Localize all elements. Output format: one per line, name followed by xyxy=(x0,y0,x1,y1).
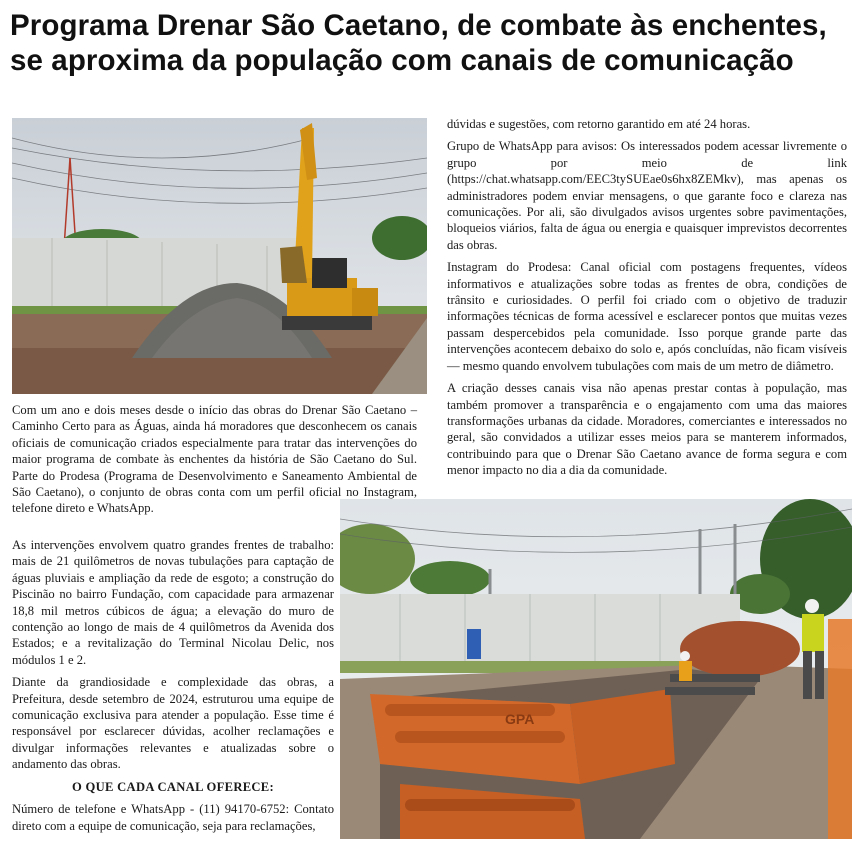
paragraph-phone-cont: dúvidas e sugestões, com retorno garantido em até 24 horas. xyxy=(447,117,751,131)
paragraph-interventions: As intervenções envolvem quatro grandes frentes de trabalho: mais de 21 quilômetros de novas tubulações para captação de águas pluviais e ampliação da rede de esgoto; a construção do Piscinão no bairro Fundação, com capacidade para armazenar 18,8 mil metros cúbicos de água; a elevação do muro de contenção ao longo de mais de 4 quilômetros da Avenida dos Estados; e a revitalização do Terminal Nicolau Delic, nos módulos 1 e 2. xyxy=(12,538,334,667)
paragraph-intro: Com um ano e dois meses desde o início das obras do Drenar São Caetano – Caminho Certo para as Águas, ainda há moradores que desconhecem os canais oficiais de comunicação criados especialmente para tratar das intervenções do maior programa de combate às enchentes da história de São Caetano do Sul. Parte do Prodesa (Programa de Desenvolvimento e Saneamento Ambiental de São Caetano), o conjunto de obras conta com um perfil oficial no Instagram, telefone direto e WhatsApp. xyxy=(12,403,417,516)
section-subheading: O QUE CADA CANAL OFERECE: xyxy=(71,779,275,794)
paragraph-instagram: Instagram do Prodesa: Canal oficial com postagens frequentes, vídeos informativos e atualizações sobre todas as frentes de obra, condições de trânsito e curiosidades. O perfil foi criado com o objetivo de traduzir informações técnicas de forma acessível e esclarecer pontos que muitas vezes passam despercebidos pela comunidade. Isso porque grande parte das intervenções acontecem debaixo do solo e, após concluídas, não ficam visíveis — mesmo quando envolvem tubulações com mais de um metro de diâmetro. xyxy=(447,260,847,373)
paragraph-whatsapp-group: Grupo de WhatsApp para avisos: Os interessados podem acessar livremente o grupo por meio de link (https://chat.whatsapp.com/EEC3tySUEae0s6hx8ZEMkv), mas apenas os administradores podem enviar mensagens, o que garante foco e clareza nas comunicações. Por ali, são divulgados avisos urgentes sobre pavimentações, bloqueios viários, falta de água ou energia e quaisquer imprevistos decorrentes das obras. xyxy=(447,139,847,252)
article-headline: Programa Drenar São Caetano, de combate às enchentes, se aproxima da população com canais de comunicação xyxy=(10,9,827,77)
right-column xyxy=(447,116,847,485)
paragraph-phone: Número de telefone e WhatsApp - (11) 94170-6752: Contato direto com a equipe de comunicação, seja para reclamações, xyxy=(12,802,334,833)
photo-trench-workers xyxy=(340,499,852,839)
trench-box-plate-text: GPA xyxy=(505,711,535,727)
left-column-bottom xyxy=(12,537,334,840)
paragraph-team: Diante da grandiosidade e complexidade das obras, a Prefeitura, desde setembro de 2024, estruturou uma equipe de comunicação exclusiva para atender a população. Esse time é responsável por esclarecer dúvidas, acolher reclamações e divulgar informações relevantes e atualizadas sobre o andamento das obras. xyxy=(12,675,334,772)
paragraph-conclusion: A criação desses canais visa não apenas prestar contas à população, mas também promover a transparência e o engajamento com uma das maiores transformações urbanas da cidade. Moradores, comerciantes e interessados no geral, são convidados a utilizar esses meios para se manterem informados, contribuindo para que o Drenar São Caetano avance de forma segura e com menor impacto no dia a dia da comunidade. xyxy=(447,381,847,478)
photo-excavator-gravel xyxy=(12,118,427,394)
